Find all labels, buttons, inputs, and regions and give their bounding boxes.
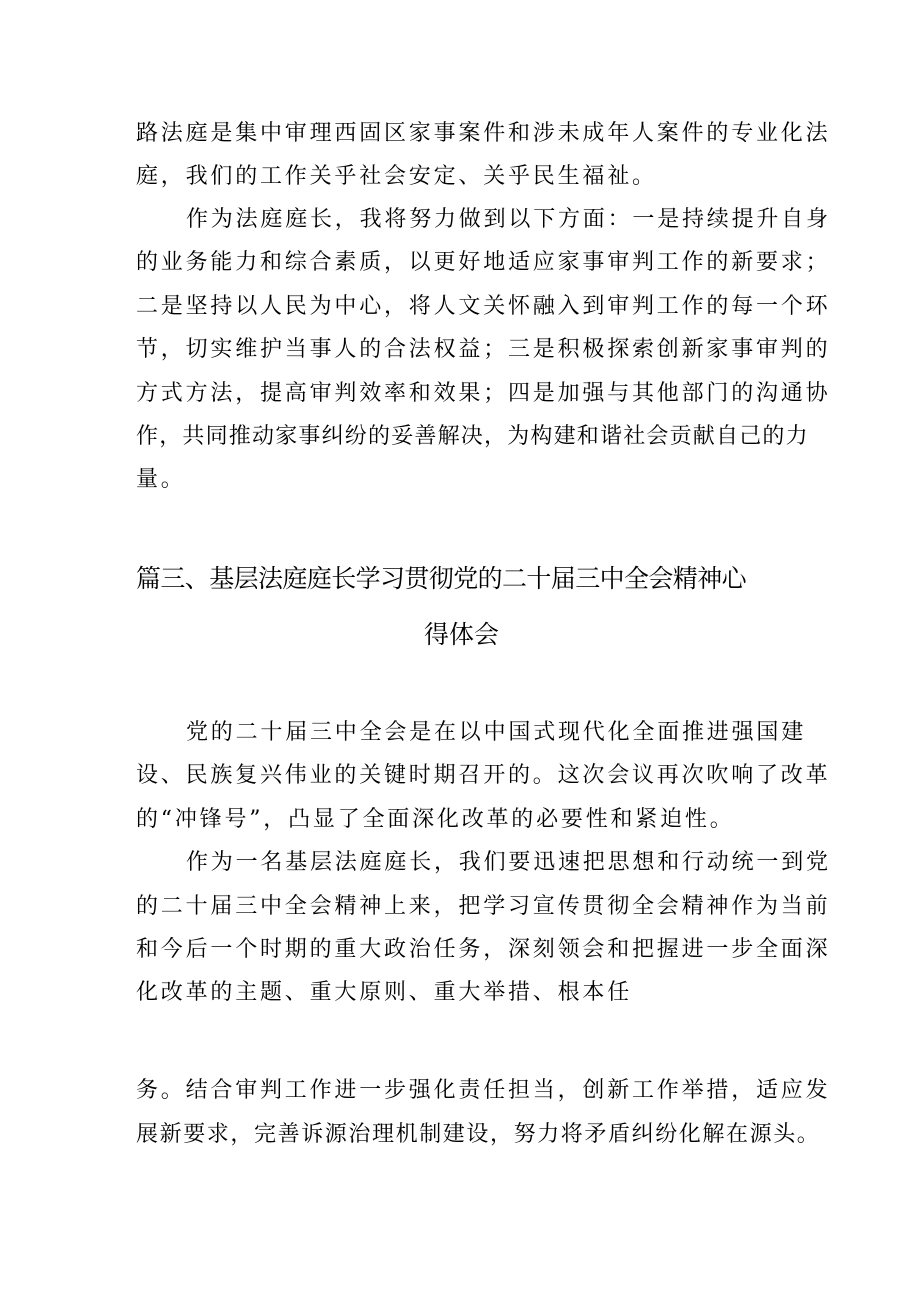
paragraph-line: 和今后一个时期的重大政治任务，深刻领会和把握进一步全面深 [136, 937, 831, 962]
section-heading-line-1: 篇三、基层法庭庭长学习贯彻党的二十届三中全会精神心 [136, 564, 747, 593]
paragraph-line: 节，切实维护当事人的合法权益；三是积极探索创新家事审判的 [136, 337, 831, 362]
paragraph-line: 务。结合审判工作进一步强化责任担当，创新工作举措，适应发 [136, 1078, 831, 1103]
paragraph-line: 作为法庭庭长，我将努力做到以下方面：一是持续提升自身 [186, 207, 831, 232]
paragraph-line: 作为一名基层法庭庭长，我们要迅速把思想和行动统一到党 [186, 850, 831, 875]
section-heading-line-2: 得体会 [424, 620, 500, 649]
paragraph-line: 的业务能力和综合素质，以更好地适应家事审判工作的新要求； [136, 250, 831, 275]
paragraph-line: 的“冲锋号”，凸显了全面深化改革的必要性和紧迫性。 [136, 807, 735, 832]
paragraph-line: 展新要求，完善诉源治理机制建设，努力将矛盾纠纷化解在源头。 [136, 1122, 821, 1147]
paragraph-line: 设、民族复兴伟业的关键时期召开的。这次会议再次吹响了改革 [136, 763, 831, 788]
paragraph-line: 方式方法，提高审判效率和效果；四是加强与其他部门的沟通协 [136, 381, 831, 406]
paragraph-line: 作，共同推动家事纠纷的妥善解决，为构建和谐社会贡献自己的力 [136, 424, 809, 449]
paragraph-line: 庭，我们的工作关乎社会安定、关乎民生福祉。 [136, 164, 657, 189]
paragraph-line: 的二十届三中全会精神上来，把学习宣传贯彻全会精神作为当前 [136, 894, 831, 919]
paragraph-line: 量。 [136, 467, 186, 492]
paragraph-line: 化改革的主题、重大原则、重大举措、根本任 [136, 980, 633, 1005]
paragraph-line: 路法庭是集中审理西固区家事案件和涉未成年人案件的专业化法 [136, 121, 831, 146]
paragraph-line: 二是坚持以人民为中心，将人文关怀融入到审判工作的每一个环 [136, 294, 831, 319]
paragraph-line: 党的二十届三中全会是在以中国式现代化全面推进强国建 [186, 720, 807, 745]
